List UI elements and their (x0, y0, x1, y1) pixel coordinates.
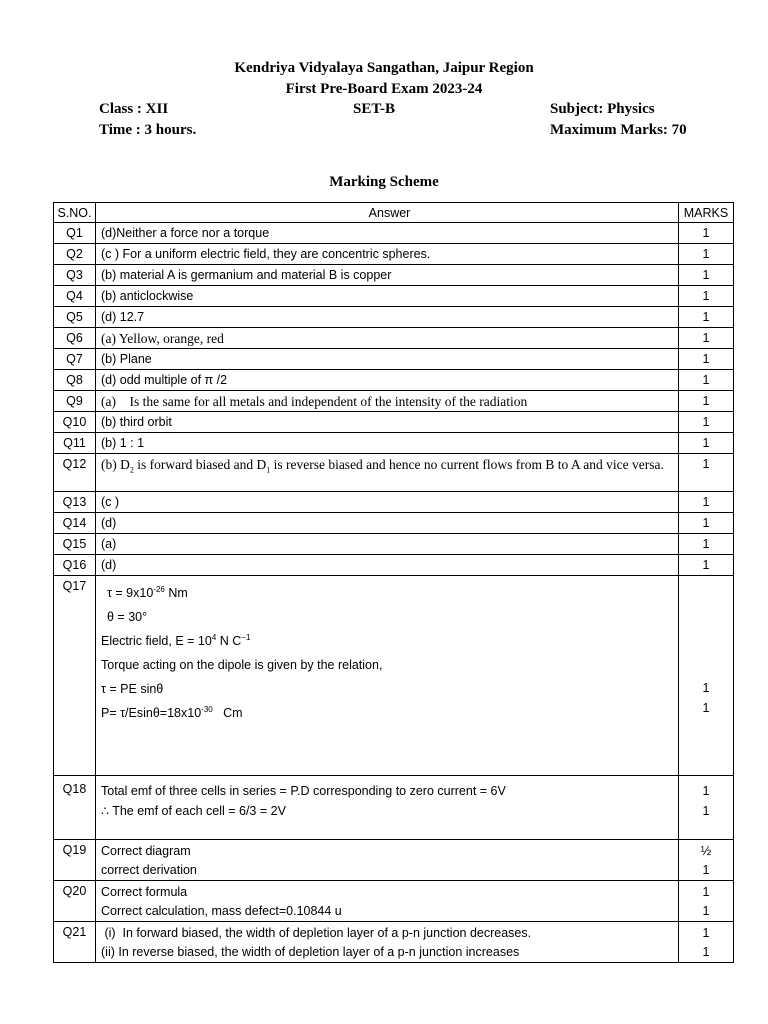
torque-value (101, 581, 678, 605)
answer-line: ∴ The emf of each cell = 6/3 = 2V (101, 804, 286, 818)
answer-part: Nm (164, 586, 188, 600)
row-sno: Q8 (54, 370, 96, 391)
row-marks: 1 (679, 433, 734, 454)
row-sno: Q10 (54, 412, 96, 433)
row-marks (679, 922, 734, 963)
answer-part: Cm (212, 706, 243, 720)
table-row (54, 286, 734, 307)
answer-part: P= τ/Esinθ=18x10 (101, 706, 202, 720)
row-answer: (c ) For a uniform electric field, they are concentric spheres. (96, 244, 679, 265)
max-marks-label: Maximum Marks: 70 (550, 122, 687, 138)
answer-line: Correct diagram (101, 844, 191, 858)
answer-line: correct derivation (101, 863, 197, 877)
table-row (54, 412, 734, 433)
row-marks: 1 (679, 513, 734, 534)
class-label: Class : XII (99, 101, 169, 117)
row-sno: Q20 (54, 881, 96, 922)
superscript: -26 (153, 584, 165, 594)
mark-value: 1 (702, 945, 710, 959)
row-marks (679, 776, 734, 840)
table-row (54, 328, 734, 349)
row-marks: 1 (679, 454, 734, 492)
row-answer (96, 840, 679, 881)
table-row (54, 265, 734, 286)
row-answer: (d) 12.7 (96, 307, 679, 328)
row-sno: Q9 (54, 391, 96, 412)
mark-value: 1 (702, 885, 710, 899)
page-title: Marking Scheme (329, 174, 439, 190)
answer-line: Correct formula (101, 885, 188, 899)
table-row-q18 (54, 776, 734, 840)
row-answer: (a) Yellow, orange, red (96, 328, 679, 349)
row-marks: 1 (679, 223, 734, 244)
row-sno: Q16 (54, 555, 96, 576)
row-marks: 1 (679, 412, 734, 433)
mark-value: 1 (702, 784, 710, 798)
row-answer: (b) material A is germanium and material B is copper (96, 265, 679, 286)
table-row (54, 370, 734, 391)
answer-part: Electric field, E = 10 (101, 634, 212, 648)
row-marks: 1 (679, 307, 734, 328)
row-answer: (d) (96, 555, 679, 576)
angle-value: θ = 30° (107, 610, 148, 624)
table-row-q20 (54, 881, 734, 922)
table-row-q17 (54, 576, 734, 776)
mark-value: 1 (702, 804, 710, 818)
table-row (54, 223, 734, 244)
answer-line: (ii) In reverse biased, the width of depletion layer of a p-n junction increases (101, 945, 520, 959)
superscript: 4 (211, 632, 217, 642)
row-sno: Q3 (54, 265, 96, 286)
row-marks (679, 840, 734, 881)
row-marks: 1 (679, 328, 734, 349)
org-title: Kendriya Vidyalaya Sangathan, Jaipur Region (234, 60, 534, 76)
row-marks: 1 (679, 370, 734, 391)
row-marks (679, 881, 734, 922)
row-sno: Q17 (54, 576, 96, 776)
set-label: SET-B (353, 101, 395, 117)
field-value (101, 629, 678, 653)
row-marks: 1 (679, 265, 734, 286)
column-header-marks: MARKS (679, 203, 734, 223)
row-answer: (d)Neither a force nor a torque (96, 223, 679, 244)
row-sno: Q14 (54, 513, 96, 534)
answer-line: Correct calculation, mass defect=0.10844 u (101, 904, 342, 918)
dipole-moment-result (101, 701, 678, 725)
row-answer: (b) 1 : 1 (96, 433, 679, 454)
subject-label: Subject: Physics (550, 101, 655, 117)
mark-value: 1 (702, 863, 710, 877)
row-marks: 1 (679, 555, 734, 576)
table-row (54, 513, 734, 534)
row-sno: Q4 (54, 286, 96, 307)
table-row (54, 454, 734, 492)
row-sno: Q11 (54, 433, 96, 454)
row-sno: Q5 (54, 307, 96, 328)
row-sno: Q2 (54, 244, 96, 265)
row-sno: Q13 (54, 492, 96, 513)
table-row-q19 (54, 840, 734, 881)
table-header-row (54, 203, 734, 223)
column-header-answer: Answer (96, 203, 679, 223)
row-answer (96, 576, 679, 776)
mark-value: 1 (702, 701, 710, 715)
row-sno: Q15 (54, 534, 96, 555)
row-answer: (b) anticlockwise (96, 286, 679, 307)
table-row-q21 (54, 922, 734, 963)
row-marks: 1 (679, 286, 734, 307)
row-sno: Q1 (54, 223, 96, 244)
row-answer (96, 454, 679, 492)
mark-value: 1 (702, 681, 710, 695)
row-answer: (a) Is the same for all metals and independent of the intensity of the radiation (96, 391, 679, 412)
mark-value: 1 (702, 904, 710, 918)
mark-value: ½ (700, 844, 712, 858)
column-header-sno: S.NO. (54, 203, 96, 223)
answer-part: N C (216, 634, 242, 648)
table-row (54, 555, 734, 576)
torque-relation-text: Torque acting on the dipole is given by the relation, (101, 658, 383, 672)
answer-part: is reverse biased and hence no current flows from B to A and vice versa. (270, 457, 664, 472)
subscript: 1 (266, 465, 271, 475)
row-marks: 1 (679, 391, 734, 412)
answer-line: (i) In forward biased, the width of depletion layer of a p-n junction decreases. (101, 926, 532, 940)
table-row (54, 534, 734, 555)
table-row (54, 433, 734, 454)
row-answer (96, 922, 679, 963)
superscript: -30 (201, 704, 213, 714)
answer-line: Total emf of three cells in series = P.D corresponding to zero current = 6V (101, 784, 506, 798)
table-row (54, 307, 734, 328)
row-sno: Q7 (54, 349, 96, 370)
row-answer (96, 776, 679, 840)
row-marks: 1 (679, 492, 734, 513)
mark-value: 1 (702, 926, 710, 940)
exam-title: First Pre-Board Exam 2023-24 (285, 81, 483, 97)
row-marks: 1 (679, 534, 734, 555)
time-label: Time : 3 hours. (99, 122, 197, 138)
row-answer: (d) odd multiple of π /2 (96, 370, 679, 391)
answer-part: (b) D (101, 457, 130, 472)
row-answer (96, 881, 679, 922)
table-row (54, 391, 734, 412)
row-sno: Q6 (54, 328, 96, 349)
row-answer: (a) (96, 534, 679, 555)
row-sno: Q19 (54, 840, 96, 881)
table-row (54, 492, 734, 513)
row-sno: Q12 (54, 454, 96, 492)
answer-part: τ = 9x10 (107, 586, 154, 600)
answer-part: is forward biased and D (133, 457, 267, 472)
subscript: 2 (129, 465, 134, 475)
table-row (54, 349, 734, 370)
superscript: −1 (241, 632, 251, 642)
row-answer: (b) third orbit (96, 412, 679, 433)
table-row (54, 244, 734, 265)
row-marks (679, 576, 734, 776)
row-answer: (d) (96, 513, 679, 534)
row-answer: (b) Plane (96, 349, 679, 370)
torque-formula: τ = PE sinθ (101, 682, 164, 696)
row-marks: 1 (679, 349, 734, 370)
row-sno: Q18 (54, 776, 96, 840)
row-marks: 1 (679, 244, 734, 265)
marking-scheme-table (53, 202, 734, 963)
row-answer: (c ) (96, 492, 679, 513)
row-sno: Q21 (54, 922, 96, 963)
